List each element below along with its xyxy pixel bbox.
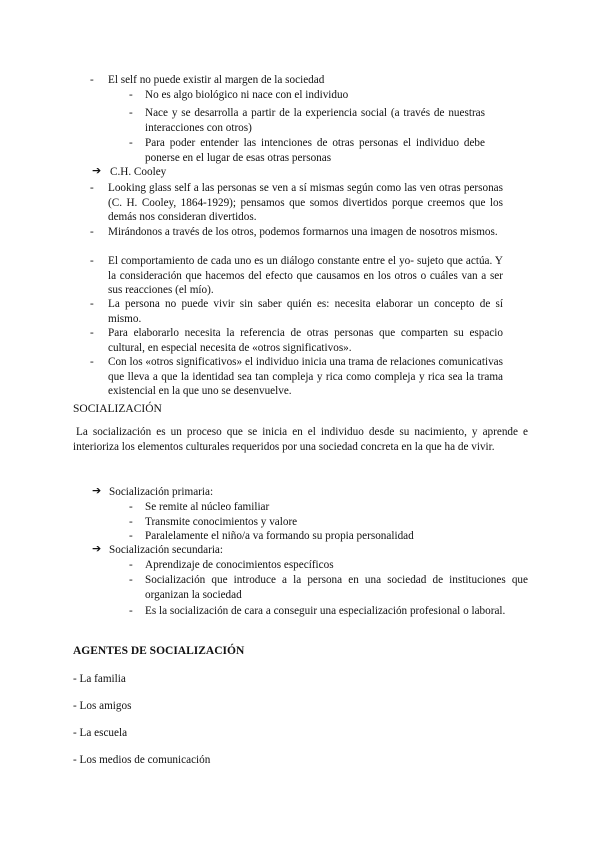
secundaria-label: Socialización secundaria: (109, 544, 223, 556)
agent-item (73, 672, 126, 687)
arrow-icon: ➔ (92, 484, 102, 497)
list-dash: - (90, 74, 94, 86)
list-dash: - (129, 501, 133, 513)
list-dash: - (129, 559, 133, 571)
list-dash: - (129, 530, 133, 542)
section-heading-agentes: AGENTES DE SOCIALIZACIÓN (73, 645, 245, 657)
self-sub-item: Para poder entender las intenciones de otras personas el individuo debe ponerse en el lugar de esas otras personas (145, 137, 485, 164)
list-dash: - (90, 327, 94, 339)
socializacion-paragraph: La socialización es un proceso que se inicia en el individuo desde su nacimiento, y aprende e interioriza los elementos culturales requeridos por una sociedad concreta en la que ha de vivir. (73, 426, 528, 453)
cooley-item: Looking glass self a las personas se ven a sí mismas según como las ven otras personas (C. H. Cooley, 1864-1929); pensamos que somos divertidos porque creemos que los demás nos consideran divertidos. (108, 182, 503, 224)
list-dash: - (90, 226, 94, 238)
list-dash: - (129, 89, 133, 101)
secundaria-item: Es la socialización de cara a conseguir una especialización profesional o laboral. (145, 605, 506, 617)
agent-item (73, 726, 127, 741)
list-dash: - (90, 298, 94, 310)
self-intro: El self no puede existir al margen de la sociedad (108, 74, 325, 86)
agent-label: La familia (79, 673, 126, 685)
agent-label: Los amigos (79, 700, 132, 712)
list-dash: - (129, 516, 133, 528)
cooley-item: Con los «otros significativos» el individuo inicia una trama de relaciones comunicativas que lleva a que la identidad sea tan compleja y rica como compleja y rica sea la trama existencial en la que uno se desenvuelve. (108, 356, 503, 398)
agent-label: Los medios de comunicación (79, 754, 211, 766)
cooley-item: Mirándonos a través de los otros, podemos formarnos una imagen de nosotros mismos. (108, 226, 498, 238)
secundaria-item: Aprendizaje de conocimientos específicos (145, 559, 334, 571)
cooley-item: La persona no puede vivir sin saber quién es: necesita elaborar un concepto de sí mismo. (108, 298, 503, 325)
arrow-icon: ➔ (92, 542, 102, 555)
primaria-item: Paralelamente el niño/a va formando su propia personalidad (145, 530, 414, 542)
secundaria-item: Socialización que introduce a la persona en una sociedad de instituciones que organizan la sociedad (145, 574, 528, 601)
cooley-label: C.H. Cooley (110, 166, 167, 178)
list-dash: - (129, 107, 133, 119)
list-dash: - (90, 255, 94, 267)
list-dash: - (129, 137, 133, 149)
primaria-label: Socialización primaria: (109, 486, 214, 498)
primaria-item: Se remite al núcleo familiar (145, 501, 270, 513)
list-dash: - (73, 673, 80, 685)
primaria-item: Transmite conocimientos y valore (145, 516, 298, 528)
agent-label: La escuela (79, 727, 128, 739)
list-dash: - (90, 182, 94, 194)
cooley-item: Para elaborarlo necesita la referencia de otras personas que comparten su espacio cultural, en especial necesita de «otros significativos». (108, 327, 503, 354)
self-sub-item: Nace y se desarrolla a partir de la experiencia social (a través de nuestras interacciones con otros) (145, 107, 485, 134)
arrow-icon: ➔ (92, 164, 102, 177)
list-dash: - (73, 700, 80, 712)
self-sub-item: No es algo biológico ni nace con el individuo (145, 89, 349, 101)
list-dash: - (129, 605, 133, 617)
list-dash: - (73, 727, 80, 739)
agent-item (73, 699, 131, 714)
list-dash: - (90, 356, 94, 368)
agent-item (73, 753, 210, 768)
cooley-item: El comportamiento de cada uno es un diálogo constante entre el yo- sujeto que actúa. Y la consideración que hacemos del efecto que causamos en los otros o cuáles van a ser sus reacciones (el mío). (108, 255, 503, 297)
section-heading-socializacion: SOCIALIZACIÓN (73, 403, 162, 415)
list-dash: - (129, 574, 133, 586)
list-dash: - (73, 754, 80, 766)
